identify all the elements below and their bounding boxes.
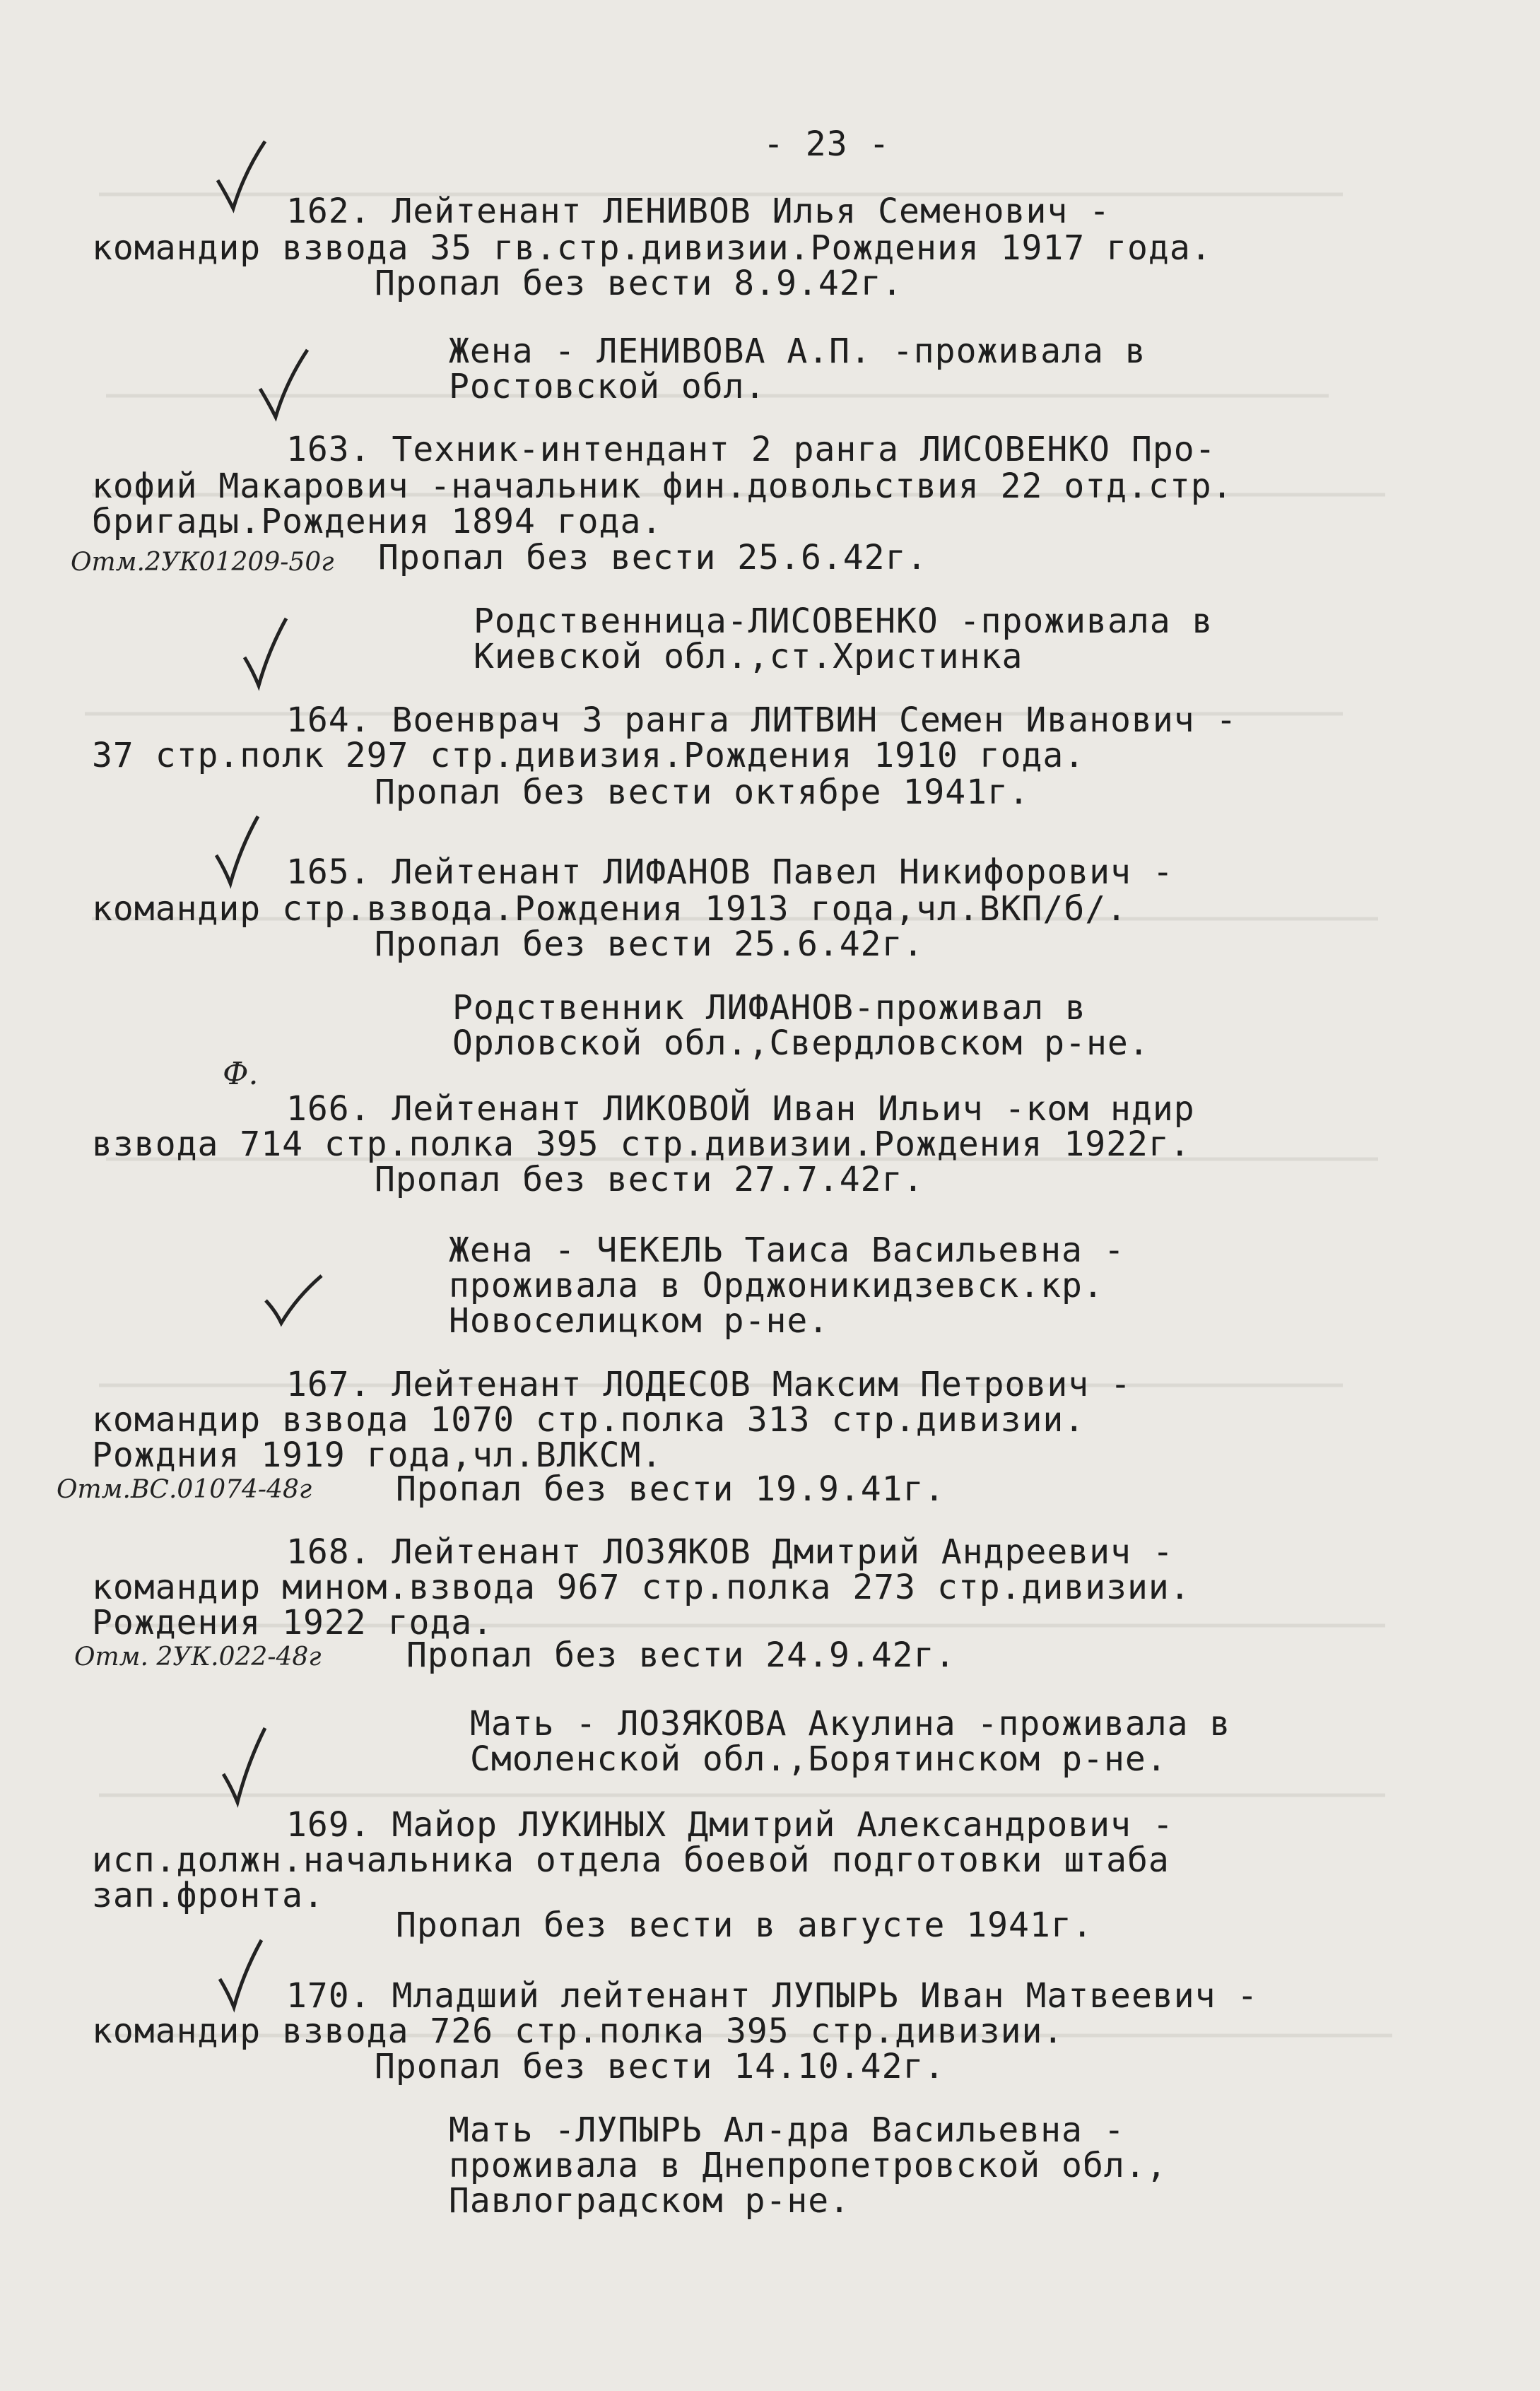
entry-170-relative-2: проживала в Днепропетровской обл., — [449, 2146, 1168, 2185]
entry-165-line-1: 165. Лейтенант ЛИФАНОВ Павел Никифорович - — [286, 852, 1174, 892]
entry-164-line-3: Пропал без вести октябре 1941г. — [375, 772, 1030, 812]
entry-162-line-2: командир взвода 35 гв.стр.дивизии.Рождения 1917 года. — [92, 228, 1212, 268]
check-mark-icon — [212, 138, 269, 216]
entry-163-relative-2: Киевской обл.,ст.Христинка — [474, 637, 1023, 676]
entry-170-line-3: Пропал без вести 14.10.42г. — [375, 2047, 946, 2086]
entry-170-relative-3: Павлоградском р-не. — [449, 2181, 851, 2221]
entry-163-relative-1: Родственница-ЛИСОВЕНКО -проживала в — [474, 601, 1213, 641]
entry-165-line-2: командир стр.взвода.Рождения 1913 года,чл.ВКП/б/. — [92, 889, 1128, 929]
entry-163-line-3: бригады.Рождения 1894 года. — [92, 502, 663, 541]
entry-167-line-1: 167. Лейтенант ЛОДЕСОВ Максим Петрович - — [286, 1365, 1132, 1404]
entry-164-line-1: 164. Военврач 3 ранга ЛИТВИН Семен Иванович - — [286, 700, 1238, 740]
entry-165-relative-2: Орловской обл.,Свердловском р-не. — [452, 1023, 1150, 1063]
entry-162-line-1: 162. Лейтенант ЛЕНИВОВ Илья Семенович - — [286, 192, 1111, 231]
entry-168-relative-2: Смоленской обл.,Борятинском р-не. — [470, 1739, 1168, 1779]
entry-163-line-4: Пропал без вести 25.6.42г. — [378, 538, 928, 577]
entry-166-relative-1: Жена - ЧЕКЕЛЬ Таиса Васильевна - — [449, 1230, 1125, 1270]
entry-162-relative-1: Жена - ЛЕНИВОВА А.П. -проживала в — [449, 331, 1146, 371]
check-mark-icon — [219, 1725, 269, 1809]
check-mark-icon — [216, 1937, 265, 2014]
check-mark-icon — [212, 813, 261, 891]
check-mark-icon — [261, 1272, 325, 1329]
entry-165-line-3: Пропал без вести 25.6.42г. — [375, 924, 924, 964]
entry-167-handwritten-note: Отм.ВС.01074-48г — [57, 1475, 312, 1504]
entry-166-line-3: Пропал без вести 27.7.42г. — [375, 1160, 924, 1199]
entry-170-relative-1: Мать -ЛУПЫРЬ Ал-дра Васильевна - — [449, 2110, 1125, 2150]
entry-168-relative-1: Мать - ЛОЗЯКОВА Акулина -проживала в — [470, 1704, 1231, 1744]
entry-166-relative-3: Новоселицком р-не. — [449, 1301, 830, 1341]
entry-166-line-2: взвода 714 стр.полка 395 стр.дивизии.Рождения 1922г. — [92, 1124, 1191, 1164]
entry-163-handwritten-note: Отм.2УК01209-50г — [71, 548, 334, 577]
entry-163-line-2: кофий Макарович -начальник фин.довольствия 22 отд.стр. — [92, 466, 1233, 506]
entry-169-line-2: исп.должн.начальника отдела боевой подготовки штаба — [92, 1840, 1170, 1880]
entry-166-mark: Ф. — [223, 1056, 259, 1092]
entry-170-line-1: 170. Младший лейтенант ЛУПЫРЬ Иван Матвеевич - — [286, 1976, 1259, 2016]
entry-169-line-4: Пропал без вести в августе 1941г. — [396, 1905, 1093, 1945]
entry-163-line-1: 163. Техник-интендант 2 ранга ЛИСОВЕНКО Про- — [286, 430, 1216, 469]
entry-167-line-3: Рождния 1919 года,чл.ВЛКСМ. — [92, 1435, 663, 1475]
entry-167-line-2: командир взвода 1070 стр.полка 313 стр.дивизии. — [92, 1400, 1086, 1440]
entry-170-line-2: командир взвода 726 стр.полка 395 стр.дивизии. — [92, 2011, 1064, 2051]
entry-167-line-4: Пропал без вести 19.9.41г. — [396, 1469, 946, 1509]
check-mark-icon — [240, 615, 290, 693]
entry-168-handwritten-note: Отм. 2УК.022-48г — [74, 1643, 322, 1672]
entry-162-line-3: Пропал без вести 8.9.42г. — [375, 264, 903, 303]
entry-162-relative-2: Ростовской обл. — [449, 367, 766, 406]
entry-168-line-2: командир мином.взвода 967 стр.полка 273 стр.дивизии. — [92, 1568, 1191, 1607]
entry-169-line-1: 169. Майор ЛУКИНЫХ Дмитрий Александрович - — [286, 1805, 1174, 1845]
entry-169-line-3: зап.фронта. — [92, 1876, 324, 1915]
entry-164-line-2: 37 стр.полк 297 стр.дивизия.Рождения 1910 года. — [92, 736, 1086, 775]
check-mark-icon — [254, 346, 311, 424]
entry-166-line-1: 166. Лейтенант ЛИКОВОЙ Иван Ильич -ком ндир — [286, 1089, 1195, 1129]
entry-168-line-3: Рождения 1922 года. — [92, 1603, 494, 1643]
entry-168-line-4: Пропал без вести 24.9.42г. — [406, 1635, 956, 1675]
entry-168-line-1: 168. Лейтенант ЛОЗЯКОВ Дмитрий Андреевич - — [286, 1532, 1174, 1572]
entry-165-relative-1: Родственник ЛИФАНОВ-проживал в — [452, 988, 1086, 1028]
page-number: - 23 - — [763, 124, 891, 164]
entry-166-relative-2: проживала в Орджоникидзевск.кр. — [449, 1266, 1104, 1305]
